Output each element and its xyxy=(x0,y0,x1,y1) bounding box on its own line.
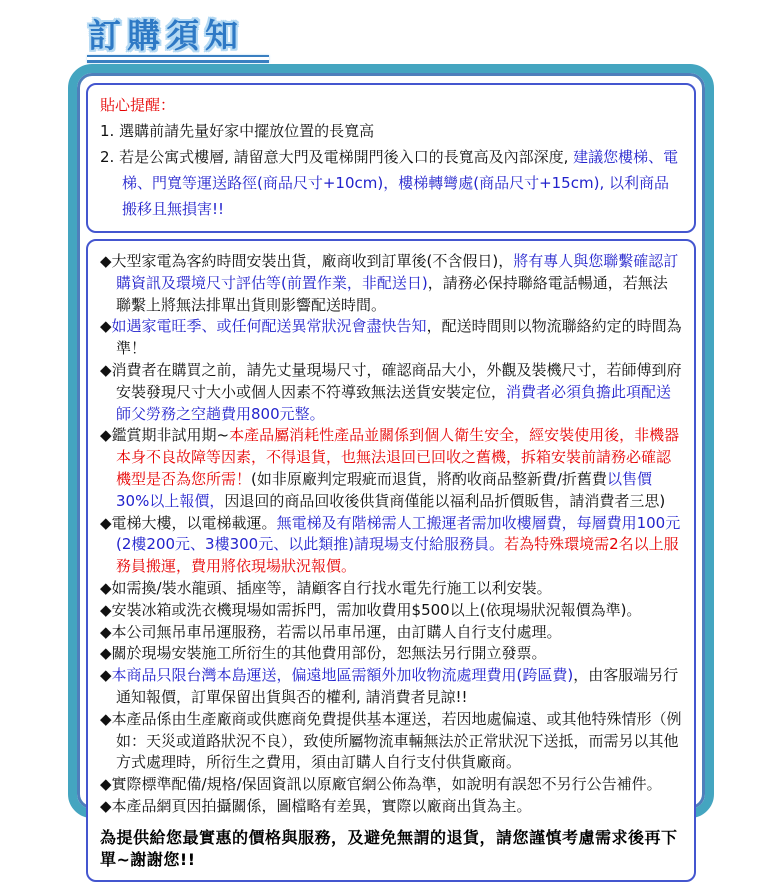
reminder-list xyxy=(100,118,682,222)
text-segment: 建議您樓梯、電梯、門寬等運送路徑(商品尺寸+10cm)，樓梯轉彎處(商品尺寸+15cm), 以利商品搬移且無損害!! xyxy=(122,148,679,218)
diamond-bullet-icon: ◆ xyxy=(100,796,112,815)
notice-item xyxy=(100,600,682,622)
reminder-item xyxy=(100,118,682,144)
text-segment: 以售價30%以上報價， xyxy=(116,469,652,510)
text-segment: 電梯大樓，以電梯載運。 xyxy=(111,513,277,532)
text-segment: 鑑賞期非試用期~ xyxy=(111,426,230,445)
notice-item xyxy=(100,774,682,796)
notice-item xyxy=(100,316,682,360)
text-segment: 1. 選購前請先量好家中擺放位置的長寬高 xyxy=(100,122,375,140)
notice-frame xyxy=(68,64,714,869)
notice-item xyxy=(100,360,682,425)
text-segment: 實際標準配備/規格/保固資訊以原廠官網公佈為準，如說明有誤恕不另行公告補件。 xyxy=(111,775,662,794)
text-segment: 如需換/裝水龍頭、插座等，請顧客自行找水電先行施工以利安裝。 xyxy=(111,578,552,597)
text-segment: 將有專人與您聯繫確認訂購資訊及環境尺寸評估等(前置作業，非配送日) xyxy=(116,252,679,292)
diamond-bullet-icon: ◆ xyxy=(100,666,112,685)
text-segment: 本商品只限台灣本島運送，偏遠地區需額外加收物流處理費用(跨區費) xyxy=(111,666,574,685)
text-segment: ，配送時間則以物流聯絡約定的時間為準！ xyxy=(116,317,682,358)
text-segment: 本產品屬消耗性產品並關係到個人衛生安全，經安裝使用後，非機器本身不良故障等因素，不得退貨，也無法退回已回收之舊機，拆箱安裝前請務必確認機型是否為您所需！ xyxy=(116,426,680,488)
notice-box xyxy=(86,239,696,882)
diamond-bullet-icon: ◆ xyxy=(100,360,112,379)
diamond-bullet-icon: ◆ xyxy=(100,775,112,794)
title-underline xyxy=(87,55,269,63)
notice-item xyxy=(100,709,682,774)
notice-item xyxy=(100,578,682,600)
notice-item xyxy=(100,796,682,818)
reminder-item xyxy=(100,144,682,222)
notice-item xyxy=(100,251,682,316)
diamond-bullet-icon: ◆ xyxy=(100,317,112,336)
text-segment: 如遇家電旺季、或任何配送異常狀況會盡快告知 xyxy=(111,317,427,336)
notice-footer: 為提供給您最實惠的價格與服務，及避免無謂的退貨，請您謹慎考慮需求後再下單~謝謝您!! xyxy=(100,827,678,869)
diamond-bullet-icon: ◆ xyxy=(100,622,112,641)
text-segment: ，由客服端另行通知報價，訂單保留出貨與否的權利, 請消費者見諒!! xyxy=(116,666,679,706)
text-segment: 無電梯及有階梯需人工搬運者需加收樓層費，每層費用100元(2樓200元、3樓300元、以此類推)請現場支付給服務員。 xyxy=(116,513,681,554)
notice-item xyxy=(100,513,682,578)
text-segment: 本產品係由生產廠商或供應商免費提供基本運送，若因地處偏遠、或其他特殊情形（例如：天災或道路狀況不良），致使所屬物流車輛無法於正常狀況下送抵，而需另以其他方式處理時，所衍生之費用，須由訂購人自行支付供貨廠商。 xyxy=(111,709,682,772)
reminder-heading: 貼心提醒： xyxy=(100,96,176,114)
diamond-bullet-icon: ◆ xyxy=(100,252,112,270)
notice-item xyxy=(100,622,682,644)
text-segment: 因退回的商品回收後供貨商僅能以福利品折價販售，請消費者三思) xyxy=(224,491,666,510)
text-segment: (如非原廠判定瑕疵而退貨，將酌收商品整新費/折舊費 xyxy=(251,469,607,488)
notice-item xyxy=(100,643,682,665)
notice-item xyxy=(100,425,682,512)
reminder-box xyxy=(86,83,696,233)
text-segment: ，請務必保持聯絡電話暢通，若無法聯繫上將無法排單出貨則影響配送時間。 xyxy=(116,273,668,314)
text-segment: 2. 若是公寓式樓層, 請留意大門及電梯開門後入口的長寬高及內部深度, xyxy=(100,148,574,166)
diamond-bullet-icon: ◆ xyxy=(100,709,112,728)
text-segment: 本公司無吊車吊運服務，若需以吊車吊運，由訂購人自行支付處理。 xyxy=(111,622,562,641)
diamond-bullet-icon: ◆ xyxy=(100,426,112,445)
text-segment: 關於現場安裝施工所衍生的其他費用部份，恕無法另行開立發票。 xyxy=(111,644,547,663)
text-segment: 安裝冰箱或洗衣機現場如需拆門，需加收費用$500以上(依現場狀況報價為準)。 xyxy=(111,600,642,619)
text-segment: 消費者必須負擔此項配送師父勞務之空趟費用800元整。 xyxy=(116,382,672,423)
text-segment: 若為特殊環境需2名以上服務員搬運，費用將依現場狀況報價。 xyxy=(116,535,679,576)
text-segment: 本產品網頁因拍攝關係，圖檔略有差異，實際以廠商出貨為主。 xyxy=(111,796,532,815)
page-title: 訂購須知 xyxy=(88,16,244,55)
text-segment: 消費者在購買之前，請先丈量現場尺寸，確認商品大小，外觀及裝機尺寸，若師傅到府安裝發現尺寸大小或個人因素不符導致無法送貨安裝定位， xyxy=(111,360,682,401)
text-segment: 大型家電為客約時間安裝出貨，廠商收到訂單後(不含假日)， xyxy=(111,252,514,270)
notice-list xyxy=(100,251,682,818)
notice-item xyxy=(100,665,682,709)
diamond-bullet-icon: ◆ xyxy=(100,513,112,532)
diamond-bullet-icon: ◆ xyxy=(100,578,112,597)
diamond-bullet-icon: ◆ xyxy=(100,644,112,663)
diamond-bullet-icon: ◆ xyxy=(100,600,112,619)
